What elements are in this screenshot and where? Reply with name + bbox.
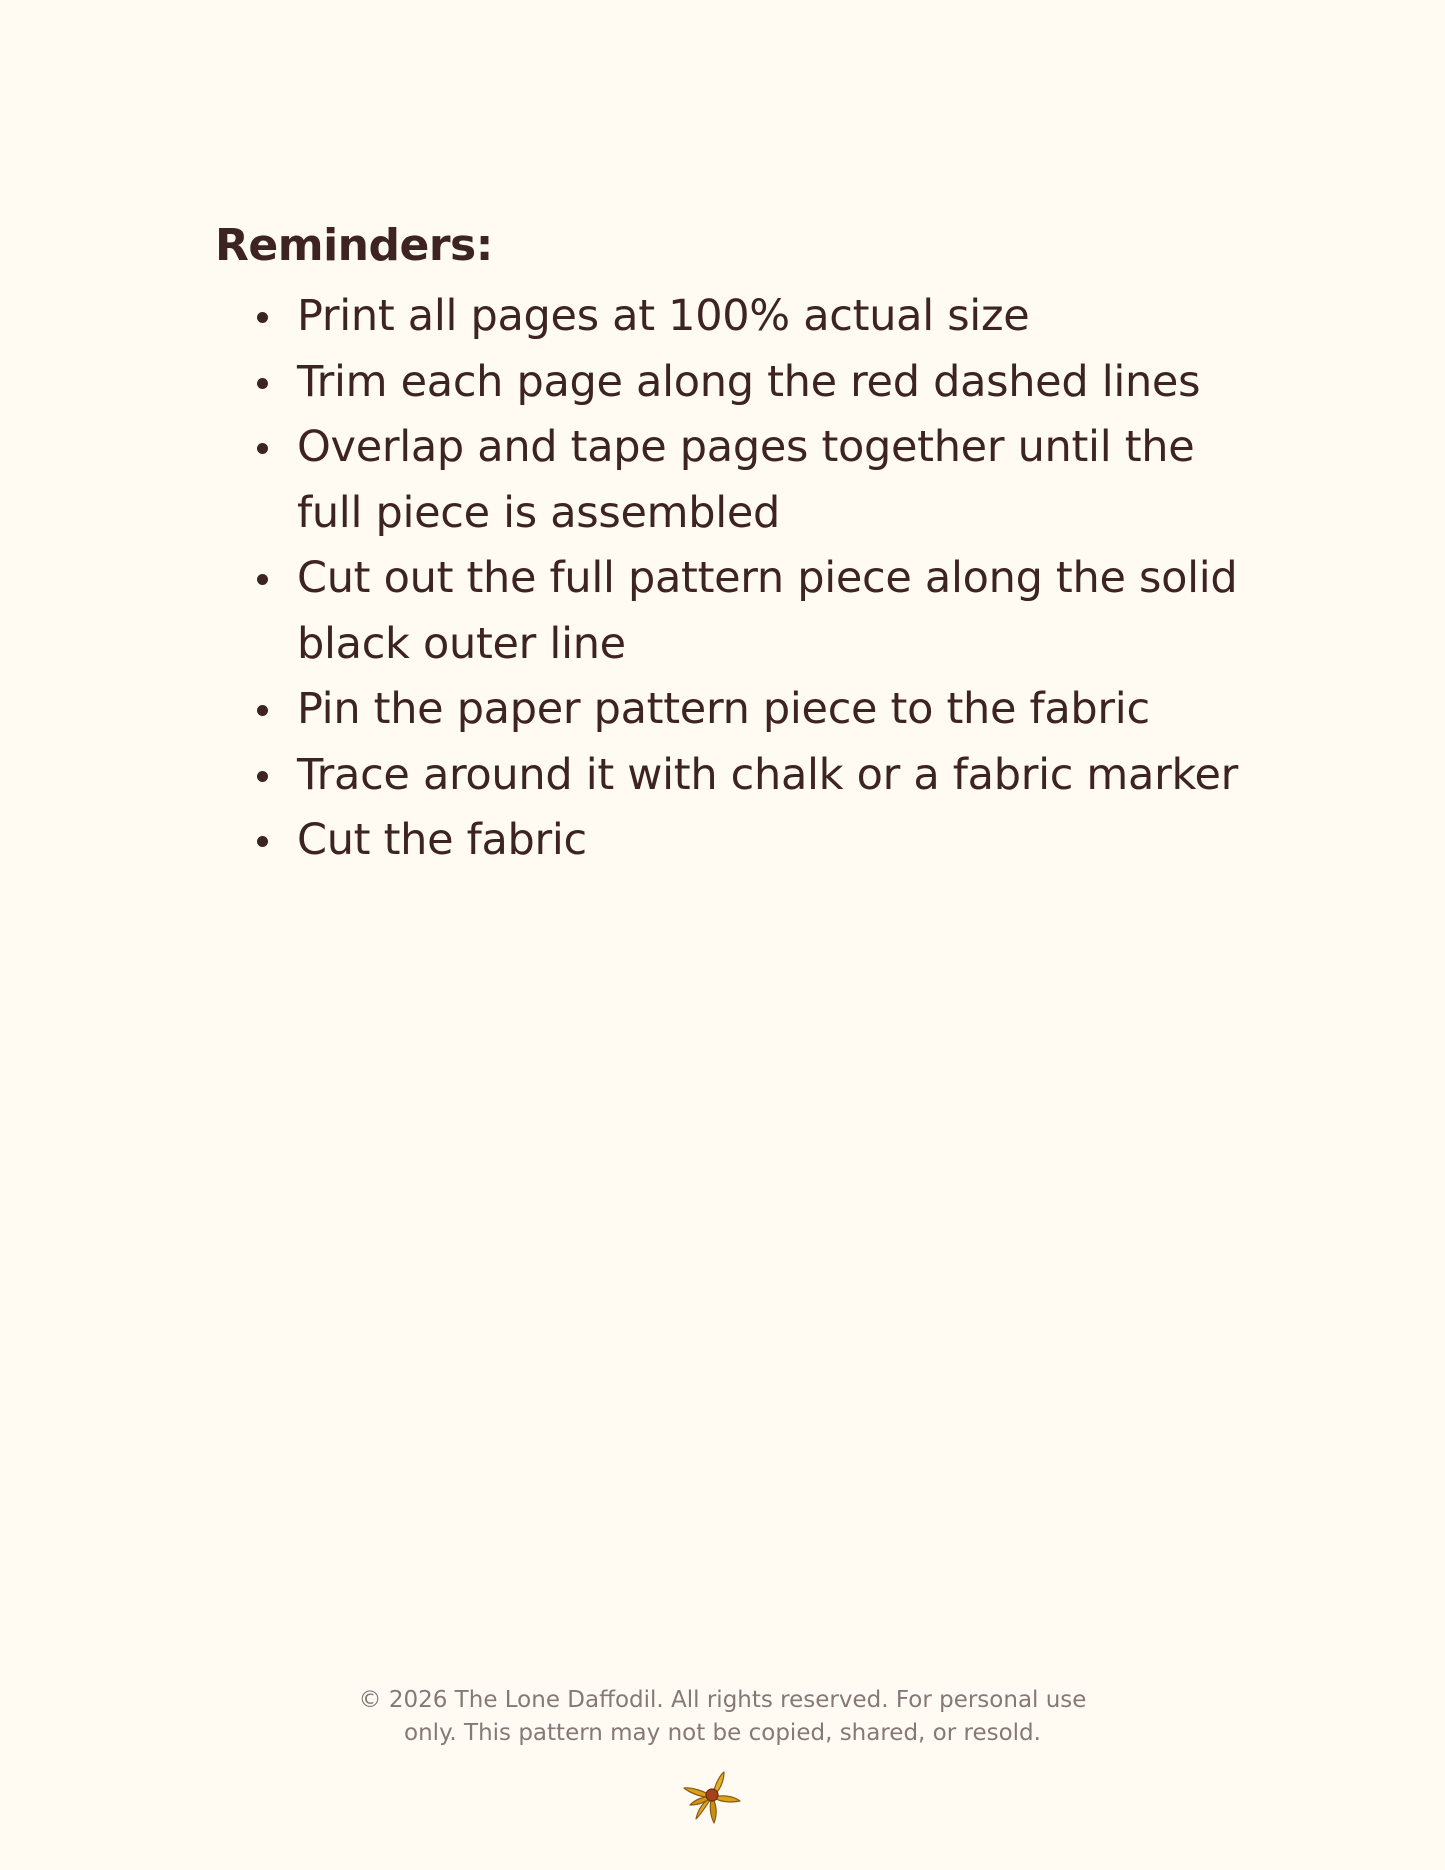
list-item xyxy=(215,284,1255,350)
list-item-text: Trim each page along the red dashed lines xyxy=(297,356,1201,407)
copyright-line-1: © 2026 The Lone Daffodil. All rights reserved. For personal use xyxy=(358,1687,1087,1713)
reminders-section xyxy=(215,216,1255,874)
list-item xyxy=(215,415,1255,546)
bullet-icon xyxy=(257,312,268,323)
list-item xyxy=(215,350,1255,416)
daffodil-icon xyxy=(682,1770,742,1824)
list-item xyxy=(215,546,1255,677)
flower-center xyxy=(706,1789,718,1801)
bullet-icon xyxy=(257,443,268,454)
list-item xyxy=(215,743,1255,809)
bullet-icon xyxy=(257,771,268,782)
reminders-heading: Reminders: xyxy=(215,220,493,271)
list-item-text: Cut out the full pattern piece along the solid black outer line xyxy=(297,553,1238,669)
list-item-text: Trace around it with chalk or a fabric marker xyxy=(297,749,1239,800)
copyright-line-2: only. This pattern may not be copied, shared, or resold. xyxy=(404,1720,1041,1746)
list-item-text: Pin the paper pattern piece to the fabric xyxy=(297,684,1150,734)
copyright-footer xyxy=(0,1684,1445,1750)
list-item-text: Cut the fabric xyxy=(297,815,587,865)
list-item xyxy=(215,677,1255,743)
bullet-icon xyxy=(257,378,268,389)
bullet-icon xyxy=(257,836,268,847)
reminders-list xyxy=(215,284,1255,874)
list-item-text: Overlap and tape pages together until the full piece is assembled xyxy=(297,422,1195,538)
bullet-icon xyxy=(257,574,268,585)
list-item xyxy=(215,808,1255,874)
bullet-icon xyxy=(257,705,268,716)
list-item-text: Print all pages at 100% actual size xyxy=(297,291,1030,341)
